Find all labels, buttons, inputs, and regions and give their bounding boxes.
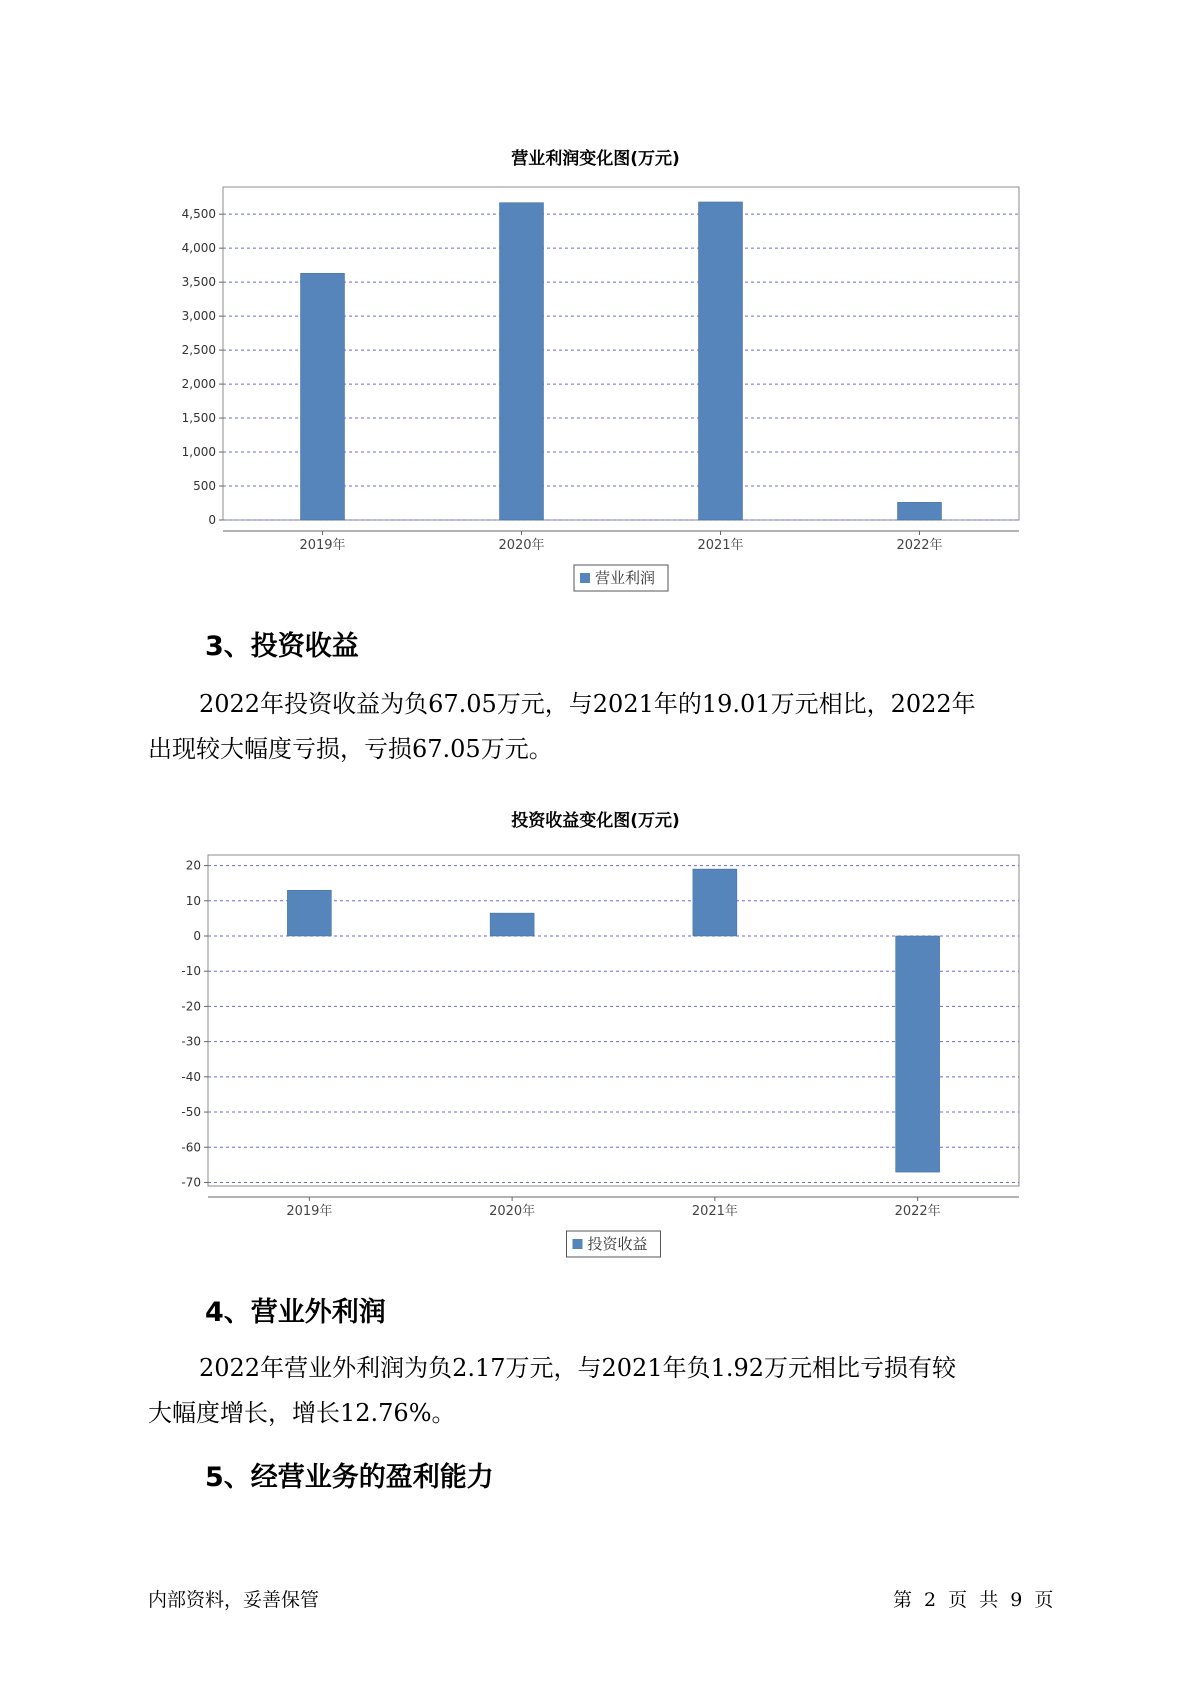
y-tick-label: 2,500 xyxy=(181,343,216,358)
y-tick-label: 4,500 xyxy=(181,207,216,222)
bar-2019年 xyxy=(287,890,331,936)
y-tick-label: -40 xyxy=(181,1069,201,1084)
y-tick-label: 10 xyxy=(185,893,201,908)
x-tick-label: 2019年 xyxy=(299,538,346,553)
y-tick-label: -10 xyxy=(181,964,201,979)
bar-2019年 xyxy=(301,273,345,520)
legend-label: 投资收益 xyxy=(587,1235,648,1253)
x-tick-label: 2021年 xyxy=(691,1204,738,1219)
legend-swatch xyxy=(580,573,590,583)
bar-2021年 xyxy=(699,202,743,520)
section-4-paragraph xyxy=(148,1346,1048,1436)
investment-income-chart xyxy=(0,840,1191,1260)
y-tick-label: 3,500 xyxy=(181,275,216,290)
section-3-paragraph xyxy=(148,682,1048,772)
bar-2020年 xyxy=(490,913,534,936)
legend xyxy=(567,1231,661,1257)
y-tick-label: -70 xyxy=(181,1175,201,1190)
y-tick-label: -20 xyxy=(181,999,201,1014)
x-tick-label: 2020年 xyxy=(498,538,545,553)
y-tick-label: 20 xyxy=(185,858,201,873)
legend-swatch xyxy=(573,1239,583,1249)
footer-page-number: 第 2 页 共 9 页 xyxy=(893,1589,1054,1611)
section-4-line-2: 大幅度增长，增长12.76%。 xyxy=(148,1399,456,1427)
section-4-heading: 4、营业外利润 xyxy=(205,1297,386,1328)
bar-2020年 xyxy=(500,203,544,520)
y-tick-label: 4,000 xyxy=(181,241,216,256)
x-tick-label: 2019年 xyxy=(286,1204,333,1219)
chart-2-title: 投资收益变化图(万元) xyxy=(511,811,680,831)
bar-2022年 xyxy=(898,502,942,520)
y-tick-label: -30 xyxy=(181,1034,201,1049)
y-tick-label: 0 xyxy=(208,513,216,527)
y-tick-label: 1,500 xyxy=(181,411,216,426)
y-tick-label: -60 xyxy=(181,1140,201,1155)
bar-2021年 xyxy=(693,869,737,936)
section-5-heading: 5、经营业务的盈利能力 xyxy=(205,1462,494,1493)
chart-1-title: 营业利润变化图(万元) xyxy=(511,149,680,169)
section-4-line-1: 2022年营业外利润为负2.17万元，与2021年负1.92万元相比亏损有较 xyxy=(199,1354,957,1382)
section-3-line-2: 出现较大幅度亏损，亏损67.05万元。 xyxy=(148,735,553,763)
operating-profit-chart xyxy=(0,180,1191,600)
section-3-heading: 3、投资收益 xyxy=(205,631,359,662)
y-tick-label: 500 xyxy=(193,479,216,494)
y-tick-label: -50 xyxy=(181,1105,201,1120)
y-tick-label: 2,000 xyxy=(181,377,216,392)
legend xyxy=(574,565,668,591)
bar-2022年 xyxy=(896,936,940,1172)
x-tick-label: 2021年 xyxy=(697,538,744,553)
footer-confidential-note: 内部资料，妥善保管 xyxy=(148,1589,320,1611)
legend-label: 营业利润 xyxy=(595,569,656,587)
y-tick-label: 0 xyxy=(193,928,201,943)
y-tick-label: 3,000 xyxy=(181,309,216,324)
x-tick-label: 2020年 xyxy=(489,1204,536,1219)
section-3-line-1: 2022年投资收益为负67.05万元，与2021年的19.01万元相比，2022年 xyxy=(199,690,976,718)
x-tick-label: 2022年 xyxy=(896,538,943,553)
y-tick-label: 1,000 xyxy=(181,445,216,460)
x-tick-label: 2022年 xyxy=(894,1204,941,1219)
